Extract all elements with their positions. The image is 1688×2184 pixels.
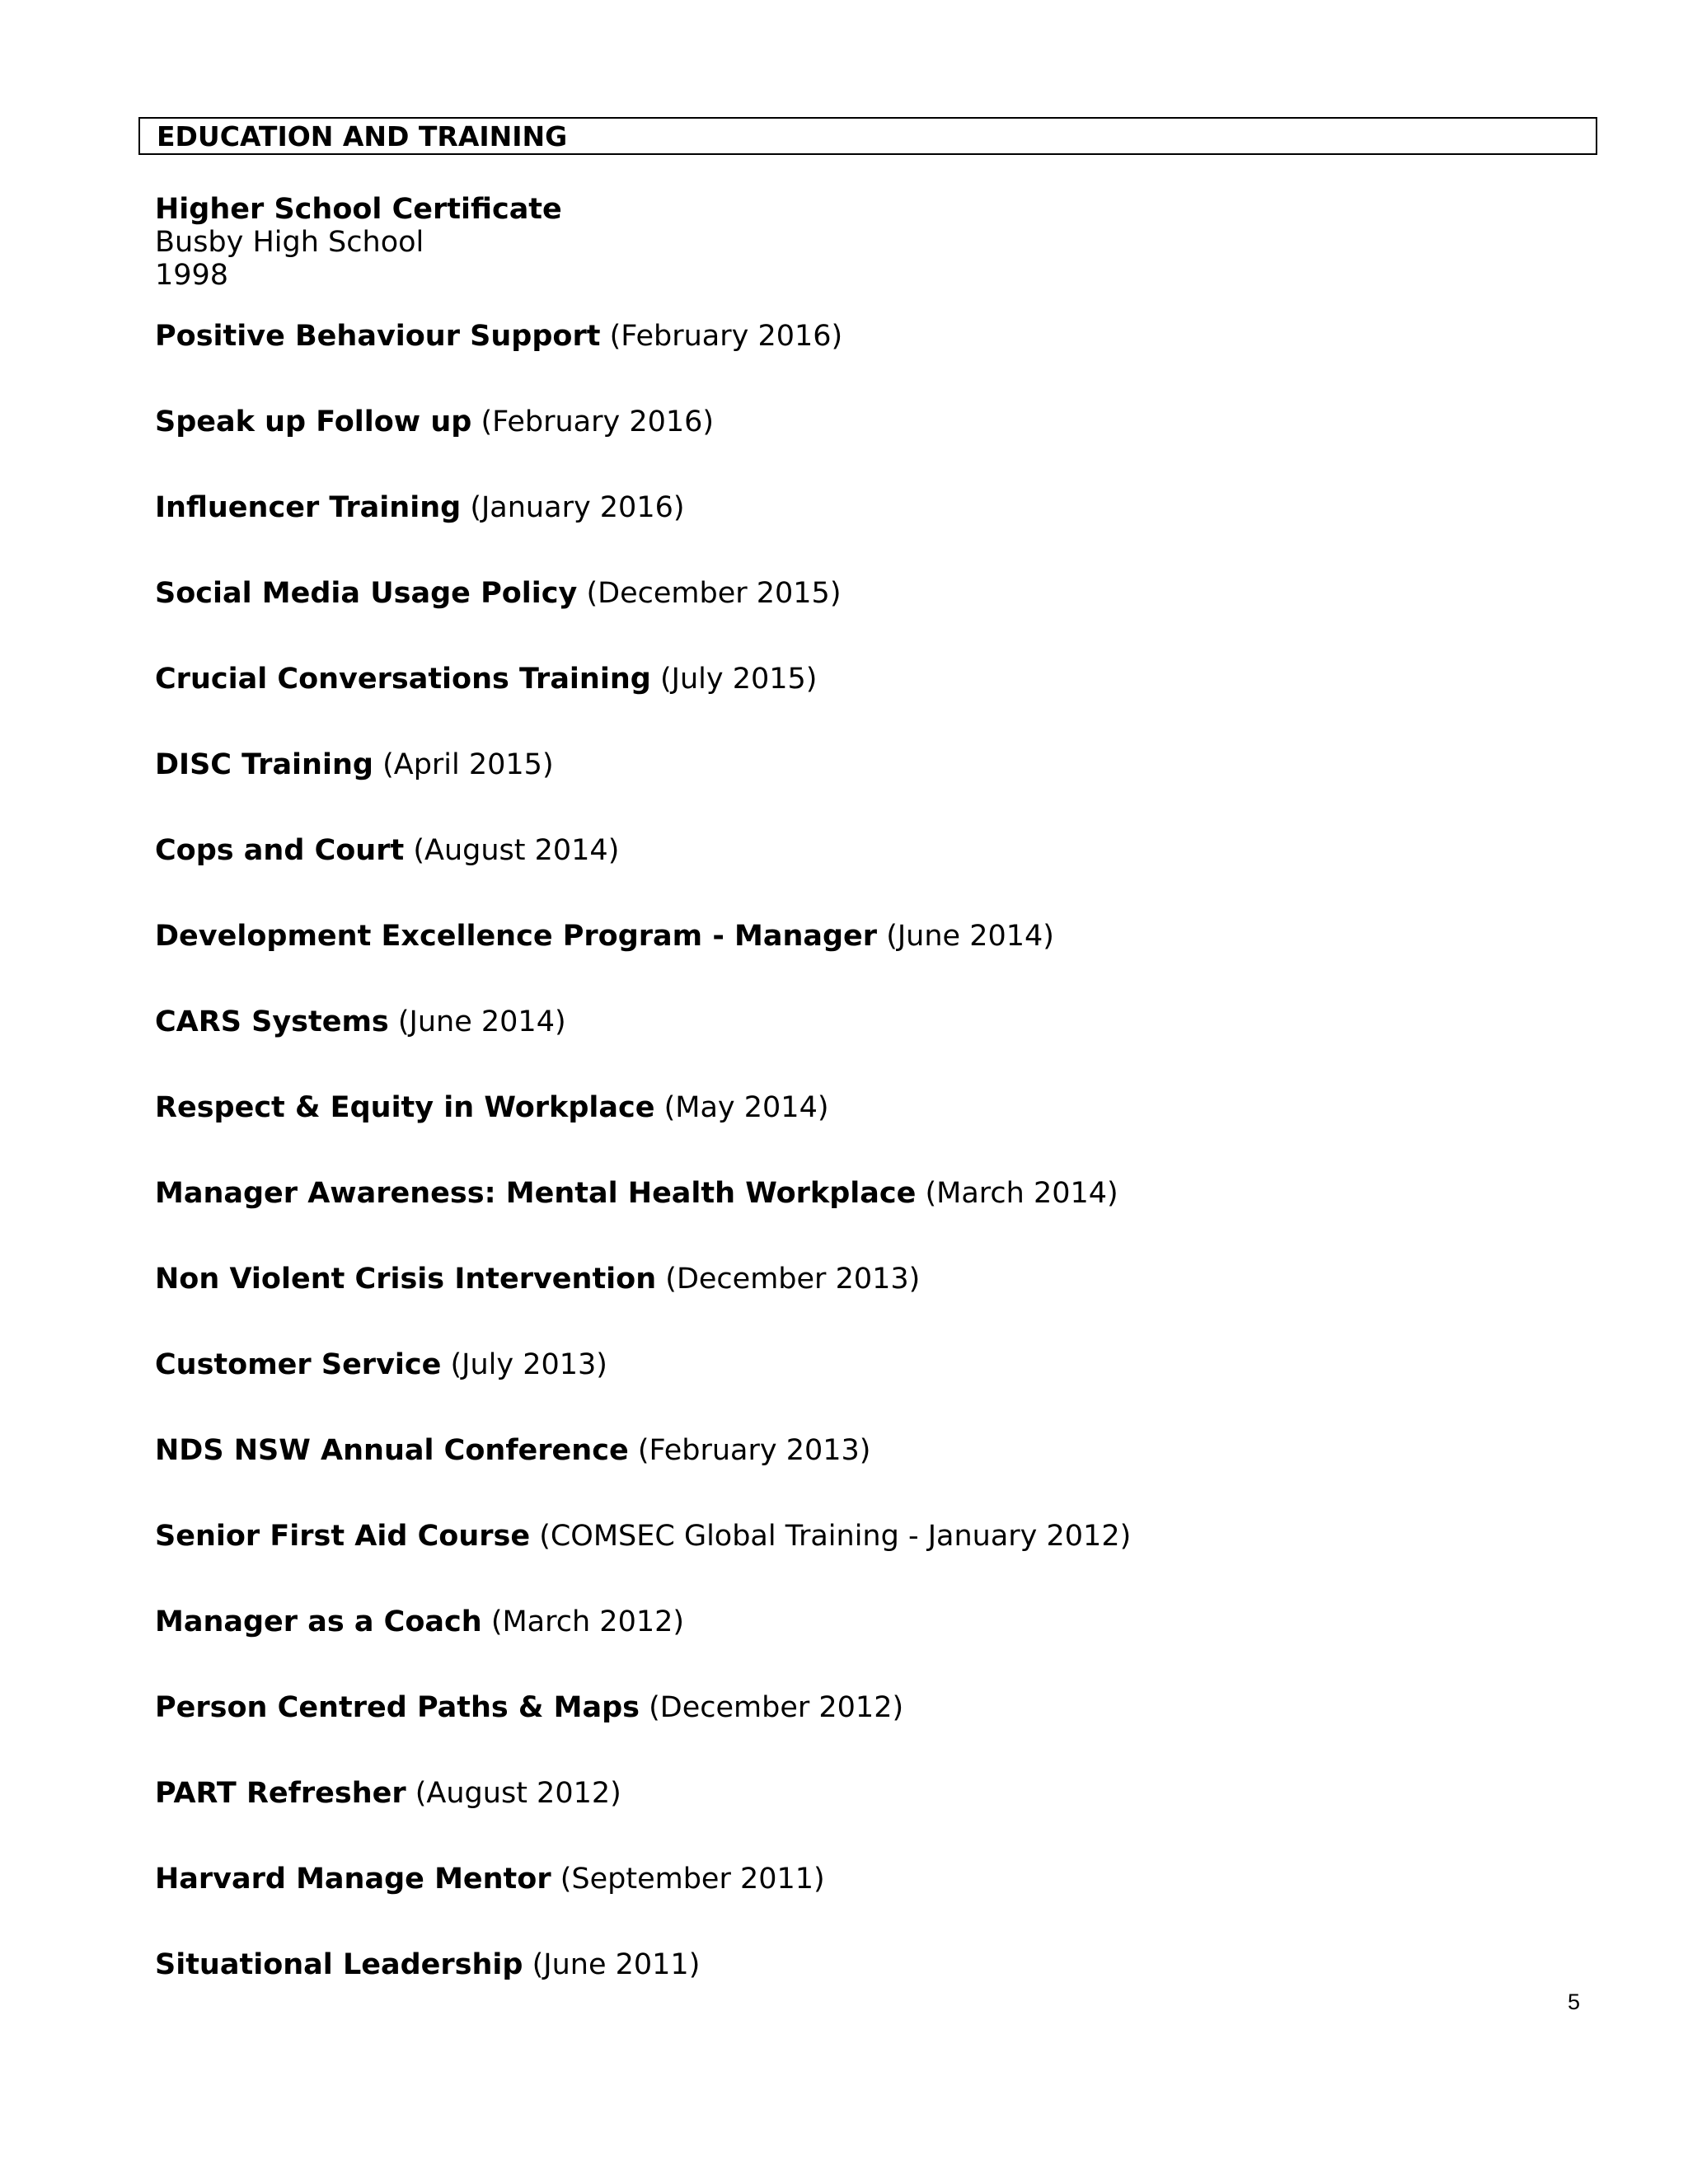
training-detail: (August 2012)	[415, 1777, 621, 1810]
training-detail: (February 2016)	[481, 405, 715, 438]
hsc-entry	[155, 193, 562, 292]
training-item	[155, 1948, 1131, 2034]
training-detail: (January 2016)	[470, 491, 685, 524]
training-course: Development Excellence Program - Manager	[155, 920, 878, 953]
training-course: Senior First Aid Course	[155, 1520, 531, 1553]
training-item	[155, 1091, 1131, 1177]
hsc-school: Busby High School	[155, 226, 424, 259]
training-course: Harvard Manage Mentor	[155, 1863, 551, 1896]
training-detail: (June 2014)	[886, 920, 1054, 953]
training-detail: (December 2015)	[586, 577, 842, 610]
training-course: Situational Leadership	[155, 1948, 523, 1981]
training-detail: (March 2012)	[490, 1605, 685, 1638]
training-course: PART Refresher	[155, 1777, 406, 1810]
training-detail: (April 2015)	[382, 748, 554, 781]
training-course: Speak up Follow up	[155, 405, 472, 438]
training-course: Person Centred Paths & Maps	[155, 1691, 640, 1724]
training-list	[155, 320, 1131, 2034]
hsc-title: Higher School Certificate	[155, 193, 562, 226]
training-detail: (December 2012)	[649, 1691, 904, 1724]
training-item	[155, 663, 1131, 748]
training-item	[155, 1263, 1131, 1348]
training-detail: (March 2014)	[925, 1177, 1118, 1210]
training-item	[155, 577, 1131, 663]
section-header-box	[138, 117, 1597, 155]
training-detail: (September 2011)	[560, 1863, 825, 1896]
training-course: Customer Service	[155, 1348, 442, 1381]
training-item	[155, 1520, 1131, 1605]
training-course: Social Media Usage Policy	[155, 577, 578, 610]
training-detail: (June 2014)	[397, 1005, 566, 1038]
training-detail: (June 2011)	[532, 1948, 701, 1981]
training-detail: (May 2014)	[663, 1091, 829, 1124]
hsc-year: 1998	[155, 259, 229, 292]
training-item	[155, 491, 1131, 577]
training-item	[155, 748, 1131, 834]
training-course: Manager Awareness: Mental Health Workplace	[155, 1177, 917, 1210]
training-course: Crucial Conversations Training	[155, 663, 651, 696]
training-detail: (February 2013)	[637, 1434, 871, 1467]
training-course: Cops and Court	[155, 834, 405, 867]
page-number: 5	[1568, 1990, 1581, 2014]
training-item	[155, 1605, 1131, 1691]
training-course: NDS NSW Annual Conference	[155, 1434, 629, 1467]
training-course: Manager as a Coach	[155, 1605, 482, 1638]
training-detail: (July 2013)	[450, 1348, 607, 1381]
training-item	[155, 834, 1131, 920]
training-detail: (December 2013)	[665, 1263, 921, 1296]
training-course: Non Violent Crisis Intervention	[155, 1263, 657, 1296]
section-title: EDUCATION AND TRAINING	[157, 120, 568, 152]
training-item	[155, 320, 1131, 405]
training-detail: (February 2016)	[609, 320, 843, 353]
training-detail: (August 2014)	[413, 834, 620, 867]
training-item	[155, 1177, 1131, 1263]
training-item	[155, 405, 1131, 491]
training-item	[155, 920, 1131, 1005]
training-item	[155, 1348, 1131, 1434]
training-item	[155, 1777, 1131, 1863]
training-detail: (July 2015)	[659, 663, 818, 696]
training-item	[155, 1863, 1131, 1948]
training-detail: (COMSEC Global Training - January 2012)	[539, 1520, 1132, 1553]
training-item	[155, 1691, 1131, 1777]
training-item	[155, 1434, 1131, 1520]
training-course: Respect & Equity in Workplace	[155, 1091, 655, 1124]
training-course: Positive Behaviour Support	[155, 320, 601, 353]
training-course: DISC Training	[155, 748, 373, 781]
training-course: Influencer Training	[155, 491, 462, 524]
training-item	[155, 1005, 1131, 1091]
training-course: CARS Systems	[155, 1005, 389, 1038]
